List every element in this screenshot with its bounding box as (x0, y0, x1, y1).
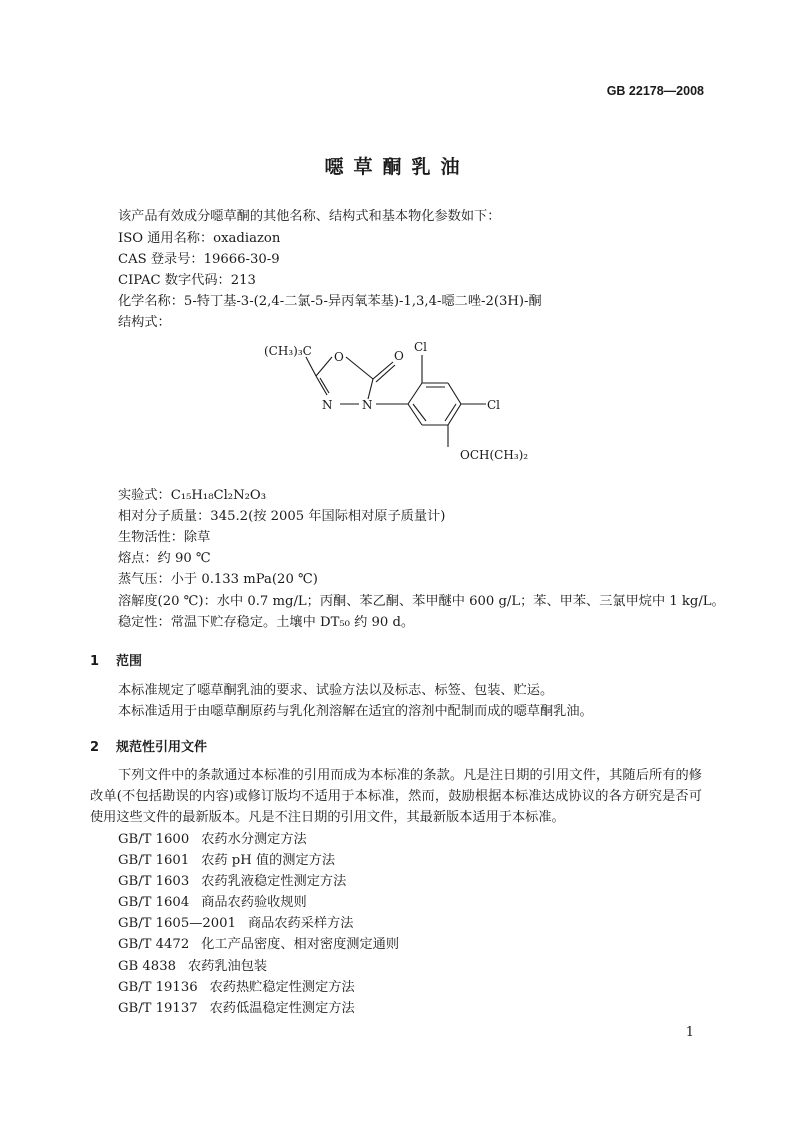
reference-item (118, 978, 355, 998)
section-heading-scope (90, 650, 142, 669)
reference-code: GB/T 1600 (118, 832, 190, 847)
section-title: 范围 (116, 654, 143, 669)
reference-item (118, 914, 353, 934)
chlorine-label: Cl (487, 398, 501, 412)
reference-item (118, 851, 335, 871)
reference-code: GB/T 19136 (118, 980, 198, 995)
reference-code: GB/T 1603 (118, 874, 190, 889)
reference-code: GB/T 1604 (118, 895, 190, 910)
reference-item (118, 893, 307, 913)
structural-formula (250, 335, 550, 465)
reference-item (118, 830, 307, 850)
reference-code: GB/T 19137 (118, 1001, 198, 1016)
intro-line: ISO 通用名称：oxadiazon (118, 231, 281, 246)
scope-paragraph: 本标准规定了噁草酮乳油的要求、试验方法以及标志、标签、包装、贮运。 (118, 683, 554, 698)
melting-point: 熔点：约 90 ℃ (118, 551, 211, 566)
intro-line: 结构式： (118, 315, 171, 330)
intro-line: 该产品有效成分噁草酮的其他名称、结构式和基本物化参数如下： (118, 209, 501, 224)
reference-title: 农药热贮稳定性测定方法 (209, 980, 355, 995)
reference-title: 农药水分测定方法 (201, 832, 307, 847)
section-number: 1 (90, 654, 100, 669)
reference-title: 化工产品密度、相对密度测定通则 (201, 937, 400, 952)
reference-title: 农药乳油包装 (187, 959, 268, 974)
reference-item (118, 999, 355, 1019)
reference-title: 农药乳液稳定性测定方法 (201, 874, 347, 889)
molecular-weight: 相对分子质量：345.2(按 2005 年国际相对原子质量计) (118, 509, 446, 524)
scope-paragraph: 本标准适用于由噁草酮原药与乳化剂溶解在适宜的溶剂中配制而成的噁草酮乳油。 (118, 704, 593, 719)
formula-line (118, 486, 266, 506)
formula-prefix: 实验式： (118, 488, 171, 503)
intro-line: 化学名称：5-特丁基-3-(2,4-二氯-5-异丙氧苯基)-1,3,4-噁二唑-2(3H)-酮 (118, 294, 542, 309)
reference-code: GB/T 1605—2001 (118, 916, 236, 931)
reference-item (118, 935, 399, 955)
nitrogen-label: N (322, 398, 333, 412)
standard-code: GB 22178—2008 (606, 84, 704, 98)
section-heading-references (90, 736, 207, 755)
tbu-label: (CH₃)₃C (264, 344, 312, 358)
carbonyl-oxygen-label: O (394, 349, 404, 363)
reference-title: 商品农药采样方法 (247, 916, 354, 931)
empirical-formula: C₁₅H₁₈Cl₂N₂O₃ (170, 488, 267, 503)
reference-item (118, 957, 267, 977)
references-paragraph: 下列文件中的条款通过本标准的引用而成为本标准的条款。凡是注日期的引用文件，其随后所有的修改单(不包括勘误的内容)或修订版均不适用于本标准，然而，鼓励根据本标准达成协议的各方研究是否可使用这些文件的最新版本。凡是不注日期的引用文件，其最新版本适用于本标准。 (90, 768, 702, 825)
reference-code: GB 4838 (118, 959, 176, 974)
isopropoxy-label: OCH(CH₃)₂ (460, 448, 529, 462)
section-title: 规范性引用文件 (116, 740, 208, 755)
reference-title: 农药低温稳定性测定方法 (209, 1001, 355, 1016)
page-title: 噁草酮乳油 (324, 156, 470, 178)
chlorine-label: Cl (414, 340, 428, 354)
stability: 稳定性：常温下贮存稳定。土壤中 DT₅₀ 约 90 d。 (118, 615, 415, 630)
bioactivity: 生物活性：除草 (118, 530, 211, 545)
reference-title: 农药 pH 值的测定方法 (201, 853, 336, 868)
ring-oxygen-label: O (334, 350, 344, 364)
reference-code: GB/T 4472 (118, 937, 190, 952)
reference-title: 商品农药验收规则 (201, 895, 307, 910)
intro-line: CIPAC 数字代码：213 (118, 273, 256, 288)
reference-code: GB/T 1601 (118, 853, 190, 868)
page-number: 1 (685, 1025, 694, 1040)
vapor-pressure: 蒸气压：小于 0.133 mPa(20 ℃) (118, 572, 318, 587)
nitrogen-label: N (362, 398, 373, 412)
reference-item (118, 872, 346, 892)
intro-line: CAS 登录号：19666-30-9 (118, 252, 280, 267)
section-number: 2 (90, 740, 100, 755)
solubility: 溶解度(20 ℃)：水中 0.7 mg/L；丙酮、苯乙酮、苯甲醚中 600 g/L；苯、甲苯、三氯甲烷中 1 kg/L。 (118, 594, 725, 609)
